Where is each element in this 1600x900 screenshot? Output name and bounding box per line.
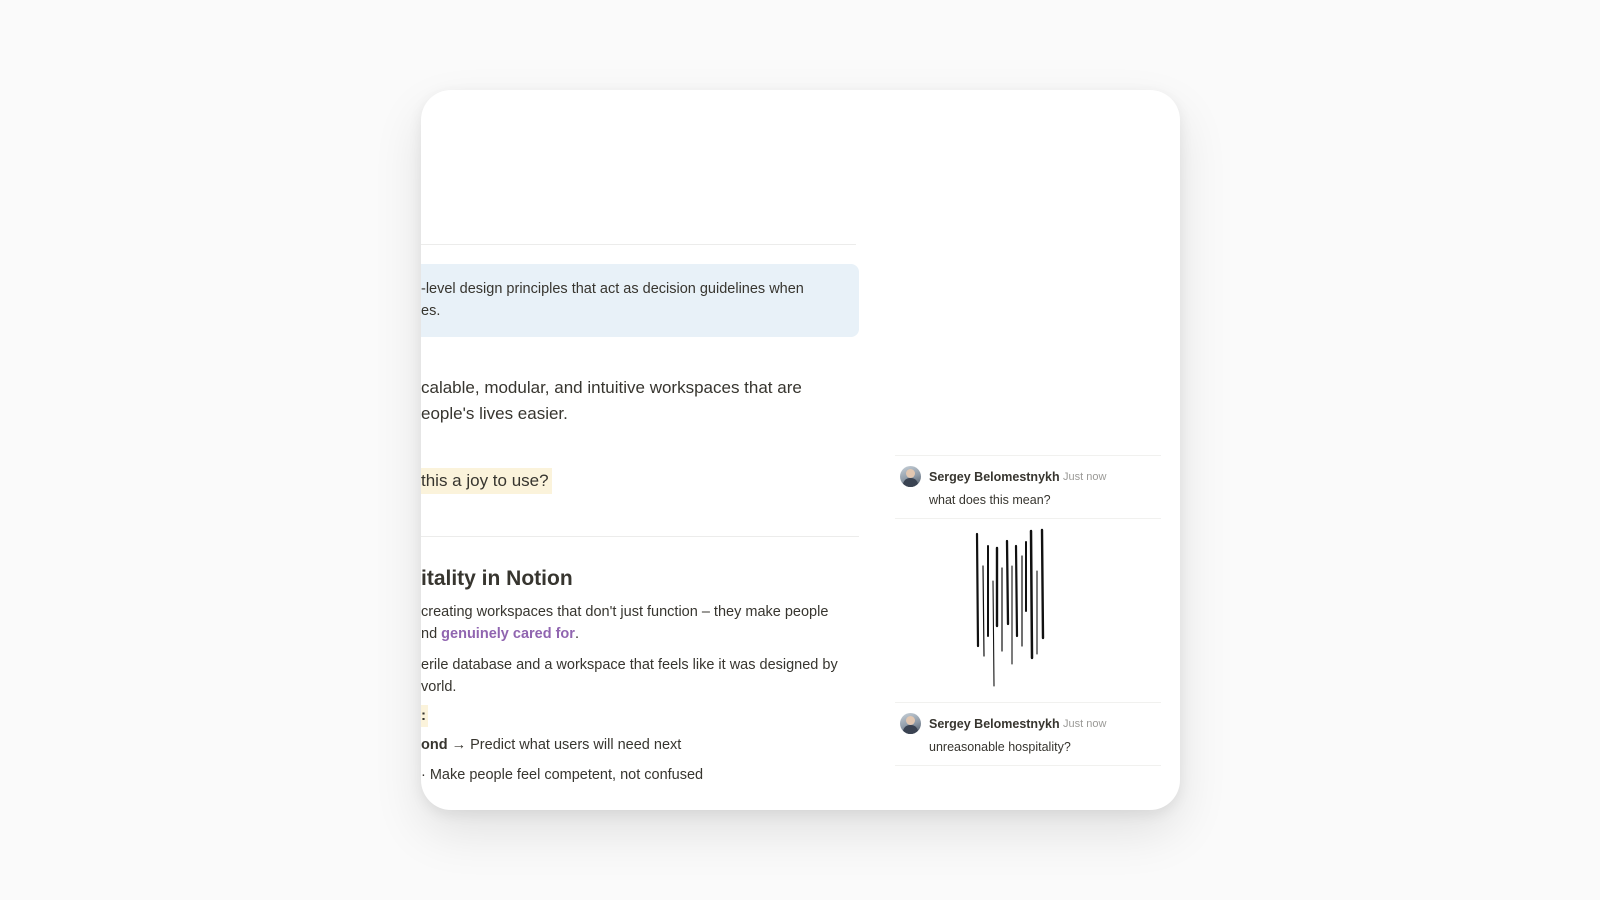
comment-thread-1[interactable]: [895, 455, 1161, 519]
signature-drawing: [974, 526, 1054, 691]
comment-author[interactable]: Sergey Belomestnykh: [929, 717, 1060, 731]
bullet1-bold: ond: [421, 737, 448, 753]
intro-line-2: eople's lives easier.: [421, 404, 568, 423]
signature-stroke: [1007, 541, 1008, 624]
signature-stroke: [1016, 546, 1017, 636]
comment-thread-2[interactable]: [895, 702, 1161, 766]
signature-stroke: [1031, 531, 1032, 658]
body-paragraph-1[interactable]: [421, 601, 851, 645]
callout-line-1: -level design principles that act as decision guidelines when: [421, 281, 804, 297]
document-content: [421, 90, 861, 810]
avatar-body-shape: [903, 725, 918, 734]
callout-block[interactable]: [421, 264, 859, 337]
avatar[interactable]: [900, 713, 921, 734]
signature-stroke: [1042, 530, 1043, 638]
body2-line-1: erile database and a workspace that feels like it was designed by: [421, 657, 838, 673]
notion-window: [421, 90, 1180, 810]
callout-line-2: es.: [421, 303, 441, 319]
body1-prefix: nd: [421, 626, 442, 642]
intro-line-1: calable, modular, and intuitive workspaces that are: [421, 378, 802, 397]
section-heading[interactable]: itality in Notion: [421, 567, 573, 590]
comment-timestamp: Just now: [1063, 718, 1107, 730]
body1-suffix: .: [574, 626, 579, 642]
signature-stroke: [977, 534, 978, 646]
comment-text: what does this mean?: [929, 493, 1051, 507]
avatar-body-shape: [903, 478, 918, 487]
comment-author[interactable]: Sergey Belomestnykh: [929, 470, 1060, 484]
signature-stroke: [993, 581, 994, 686]
avatar-head-shape: [906, 716, 915, 725]
comment-timestamp: Just now: [1063, 471, 1107, 483]
body1-line-1: creating workspaces that don't just function – they make people: [421, 604, 829, 620]
bullet2-text: · Make people feel competent, not confused: [421, 767, 704, 783]
bullet1-text: → Predict what users will need next: [447, 737, 682, 753]
avatar-head-shape: [906, 469, 915, 478]
bullet-item-1[interactable]: [421, 734, 681, 756]
genuinely-cared-for-link[interactable]: genuinely cared for: [441, 626, 575, 642]
callout-text: [421, 278, 821, 322]
intro-paragraph[interactable]: [421, 375, 841, 427]
bullet-item-2[interactable]: [421, 764, 703, 786]
comment-text: unreasonable hospitality?: [929, 740, 1071, 754]
top-divider: [421, 244, 856, 245]
avatar[interactable]: [900, 466, 921, 487]
subheading-colon: :: [421, 705, 428, 727]
signature-stroke: [983, 566, 984, 656]
body2-line-2: vorld.: [421, 679, 457, 695]
highlighted-question[interactable]: this a joy to use?: [421, 468, 552, 494]
body-paragraph-2[interactable]: [421, 654, 851, 698]
section-divider: [421, 536, 859, 537]
